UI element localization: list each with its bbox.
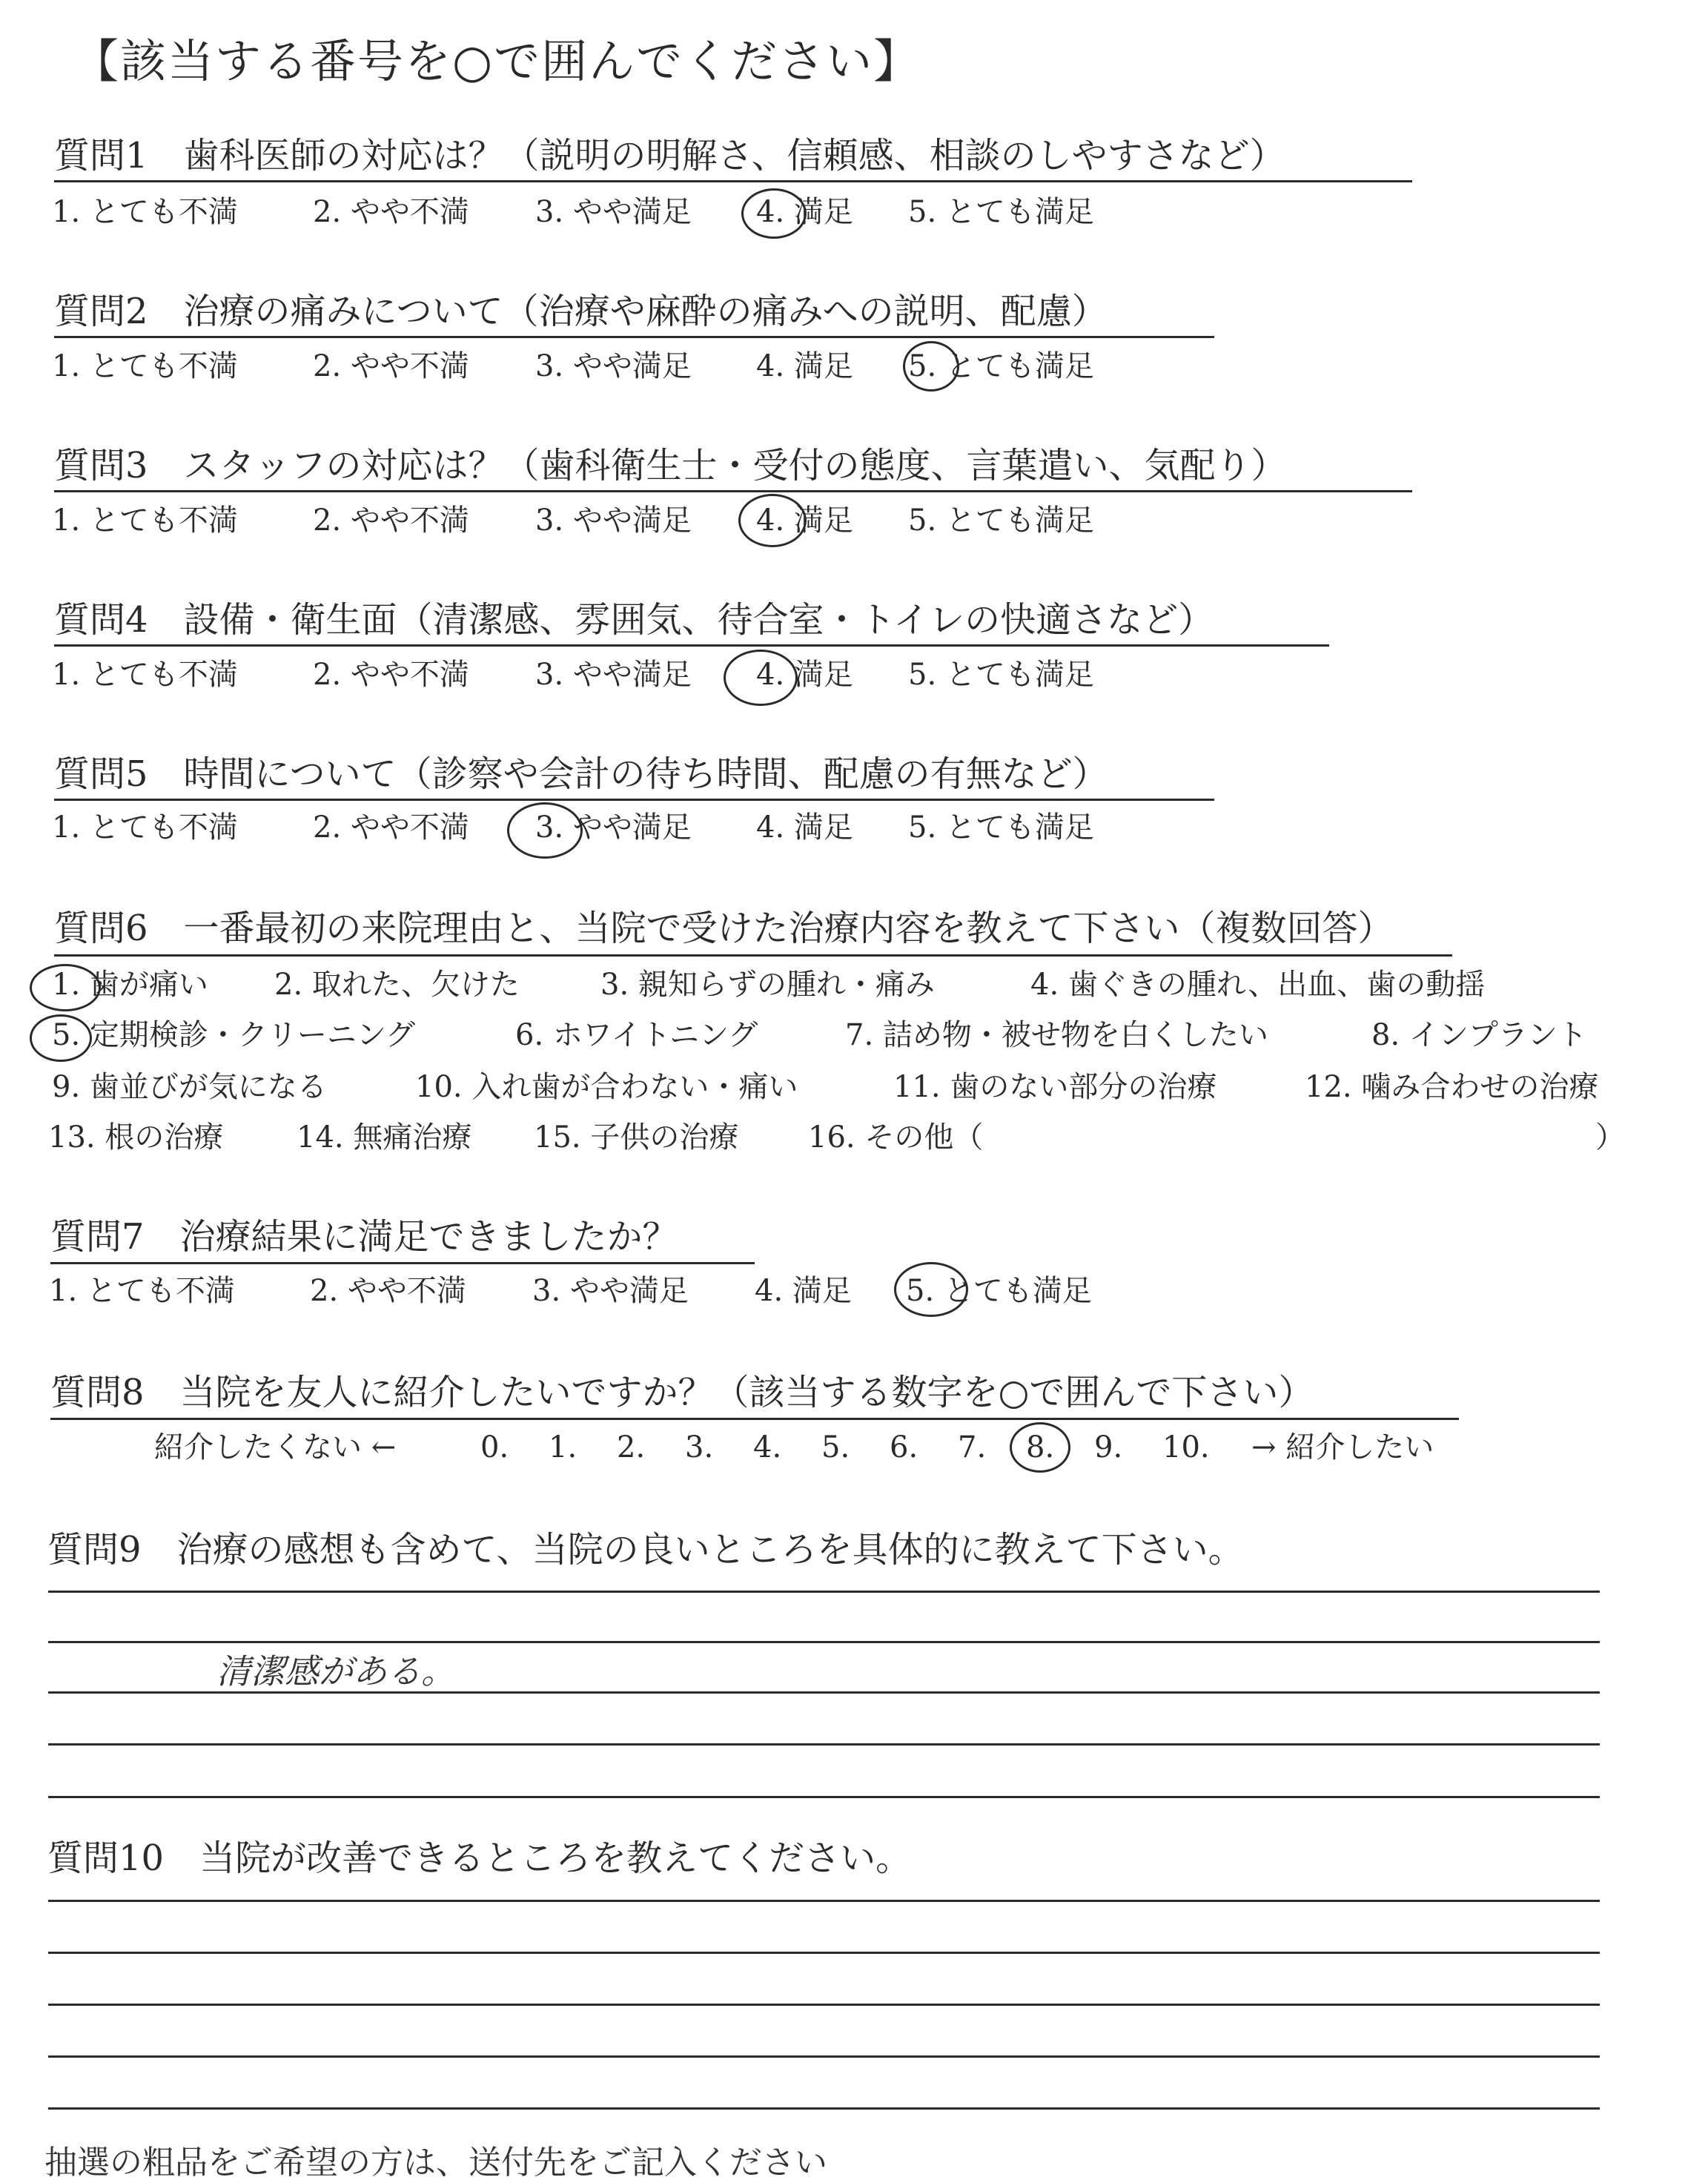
q3-option-5[interactable]: 5. とても満足 xyxy=(908,503,1094,538)
question-6-underline xyxy=(54,954,1452,957)
question-4-label: 質問4 設備・衛生面（清潔感、雰囲気、待合室・トイレの快適さなど） xyxy=(54,599,1214,641)
q5-option-4[interactable]: 4. 満足 xyxy=(756,810,853,845)
q8-option-3[interactable]: 3. xyxy=(685,1430,714,1464)
q6-option-9[interactable]: 9. 歯並びが気になる xyxy=(52,1070,327,1104)
question-3-underline xyxy=(54,490,1412,492)
q7-option-4[interactable]: 4. 満足 xyxy=(755,1274,852,1308)
q3-option-4[interactable]: 4. 満足 xyxy=(756,503,853,538)
q4-option-4[interactable]: 4. 満足 xyxy=(756,658,853,692)
q6-option-15[interactable]: 15. 子供の治療 xyxy=(534,1120,739,1155)
q6-selection-circle-5 xyxy=(30,1014,92,1062)
q9-writing-line-2 xyxy=(48,1641,1600,1643)
q6-option-6[interactable]: 6. ホワイトニング xyxy=(515,1018,758,1052)
q8-option-1[interactable]: 1. xyxy=(549,1430,577,1464)
q7-option-3[interactable]: 3. やや満足 xyxy=(532,1274,689,1308)
q8-option-6[interactable]: 6. xyxy=(890,1430,918,1464)
q2-option-2[interactable]: 2. やや不満 xyxy=(313,349,469,383)
q7-selection-circle xyxy=(894,1262,968,1317)
q10-writing-line-5 xyxy=(48,2107,1600,2110)
q5-option-2[interactable]: 2. やや不満 xyxy=(313,810,469,845)
q8-option-2[interactable]: 2. xyxy=(617,1430,646,1464)
q4-option-2[interactable]: 2. やや不満 xyxy=(313,658,469,692)
q2-option-4[interactable]: 4. 満足 xyxy=(756,349,853,383)
q2-option-3[interactable]: 3. やや満足 xyxy=(535,349,692,383)
q6-option-2[interactable]: 2. 取れた、欠けた xyxy=(274,968,520,1002)
q9-writing-line-5 xyxy=(48,1796,1600,1798)
q6-selection-circle-1 xyxy=(30,964,101,1011)
q6-option-13[interactable]: 13. 根の治療 xyxy=(48,1120,224,1155)
q6-option-11[interactable]: 11. 歯のない部分の治療 xyxy=(893,1070,1217,1104)
question-2-underline xyxy=(54,336,1214,338)
q10-writing-line-2 xyxy=(48,1952,1600,1954)
q2-selection-circle xyxy=(903,341,959,392)
q4-option-5[interactable]: 5. とても満足 xyxy=(908,658,1094,692)
q7-option-2[interactable]: 2. やや不満 xyxy=(310,1274,466,1308)
q8-option-8[interactable]: 8. xyxy=(1026,1430,1055,1464)
form-title: 【該当する番号を○で囲んでください】 xyxy=(73,34,921,88)
q1-option-1[interactable]: 1. とても不満 xyxy=(52,195,238,229)
q8-option-7[interactable]: 7. xyxy=(958,1430,987,1464)
q10-writing-line-1 xyxy=(48,1900,1600,1902)
q6-option-12[interactable]: 12. 噛み合わせの治療 xyxy=(1305,1070,1599,1104)
question-1-underline xyxy=(54,180,1412,182)
question-8-label: 質問8 当院を友人に紹介したいですか？（該当する数字を○で囲んで下さい） xyxy=(50,1372,1314,1413)
q6-option-8[interactable]: 8. インプラント xyxy=(1371,1018,1587,1052)
q3-selection-circle xyxy=(738,494,807,547)
footer-note: 抽選の粗品をご希望の方は、送付先をご記入ください xyxy=(44,2144,827,2182)
q4-option-3[interactable]: 3. やや満足 xyxy=(535,658,692,692)
q3-option-1[interactable]: 1. とても不満 xyxy=(52,503,238,538)
question-7-underline xyxy=(50,1262,755,1264)
q6-other-close-paren: ） xyxy=(1595,1120,1625,1155)
q9-writing-line-1 xyxy=(48,1591,1600,1593)
q1-option-4[interactable]: 4. 満足 xyxy=(756,195,853,229)
question-9-label: 質問9 治療の感想も含めて、当院の良いところを具体的に教えて下さい。 xyxy=(47,1529,1244,1571)
question-5-label: 質問5 時間について（診察や会計の待ち時間、配慮の有無など） xyxy=(54,753,1108,795)
question-6-label: 質問6 一番最初の来院理由と、当院で受けた治療内容を教えて下さい（複数回答） xyxy=(54,908,1394,949)
q9-handwritten-answer: 清潔感がある。 xyxy=(216,1651,455,1691)
question-10-label: 質問10 当院が改善できるところを教えてください。 xyxy=(47,1837,912,1879)
q6-option-10[interactable]: 10. 入れ歯が合わない・痛い xyxy=(415,1070,798,1104)
q8-option-4[interactable]: 4. xyxy=(753,1430,782,1464)
q10-writing-line-4 xyxy=(48,2055,1600,2058)
q8-left-label: 紹介したくない ← xyxy=(154,1430,397,1464)
q6-option-4[interactable]: 4. 歯ぐきの腫れ、出血、歯の動揺 xyxy=(1030,968,1486,1002)
q1-option-5[interactable]: 5. とても満足 xyxy=(908,195,1094,229)
question-3-label: 質問3 スタッフの対応は？（歯科衛生士・受付の態度、言葉遣い、気配り） xyxy=(54,445,1287,486)
q5-option-3[interactable]: 3. やや満足 xyxy=(535,810,692,845)
q6-option-1[interactable]: 1. 歯が痛い xyxy=(52,968,208,1002)
q4-selection-circle xyxy=(724,650,798,706)
q8-option-5[interactable]: 5. xyxy=(821,1430,850,1464)
q7-option-1[interactable]: 1. とても不満 xyxy=(49,1274,235,1308)
question-1-label: 質問1 歯科医師の対応は？（説明の明解さ、信頼感、相談のしやすさなど） xyxy=(54,135,1285,176)
question-2-label: 質問2 治療の痛みについて（治療や麻酔の痛みへの説明、配慮） xyxy=(54,291,1108,332)
q6-option-5[interactable]: 5. 定期検診・クリーニング xyxy=(52,1018,416,1052)
q1-selection-circle xyxy=(741,188,807,239)
question-8-underline xyxy=(50,1418,1459,1420)
q6-option-7[interactable]: 7. 詰め物・被せ物を白くしたい xyxy=(845,1018,1268,1052)
q2-option-5[interactable]: 5. とても満足 xyxy=(908,349,1094,383)
q6-option-16[interactable]: 16. その他（ xyxy=(808,1120,984,1155)
q5-option-5[interactable]: 5. とても満足 xyxy=(908,810,1094,845)
q8-option-0[interactable]: 0. xyxy=(480,1430,509,1464)
q8-option-10[interactable]: 10. xyxy=(1162,1430,1210,1464)
question-7-label: 質問7 治療結果に満足できましたか？ xyxy=(50,1216,678,1258)
question-4-underline xyxy=(54,644,1329,647)
q6-option-14[interactable]: 14. 無痛治療 xyxy=(297,1120,472,1155)
q9-writing-line-4 xyxy=(48,1743,1600,1746)
q3-option-2[interactable]: 2. やや不満 xyxy=(313,503,469,538)
q8-right-label: → 紹介したい xyxy=(1251,1430,1434,1464)
q7-option-5[interactable]: 5. とても満足 xyxy=(906,1274,1092,1308)
q8-selection-circle xyxy=(1010,1422,1070,1473)
question-5-underline xyxy=(54,799,1214,801)
q3-option-3[interactable]: 3. やや満足 xyxy=(535,503,692,538)
q8-option-9[interactable]: 9. xyxy=(1094,1430,1123,1464)
q10-writing-line-3 xyxy=(48,2004,1600,2006)
q1-option-3[interactable]: 3. やや満足 xyxy=(535,195,692,229)
q5-selection-circle xyxy=(507,802,583,859)
q5-option-1[interactable]: 1. とても不満 xyxy=(52,810,238,845)
q4-option-1[interactable]: 1. とても不満 xyxy=(52,658,238,692)
q6-option-3[interactable]: 3. 親知らずの腫れ・痛み xyxy=(600,968,935,1002)
q2-option-1[interactable]: 1. とても不満 xyxy=(52,349,238,383)
q1-option-2[interactable]: 2. やや不満 xyxy=(313,195,469,229)
